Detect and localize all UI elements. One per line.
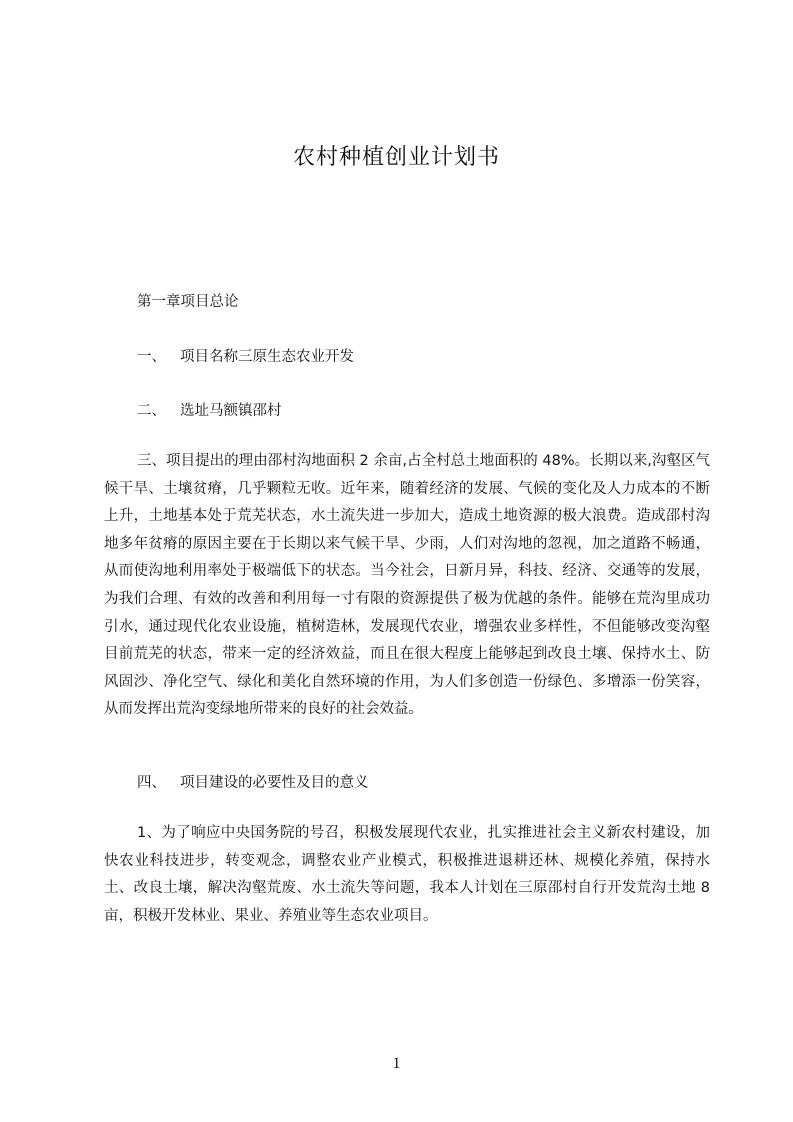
section-heading-2 [137,399,282,420]
section-3-paragraph: 三、项目提出的理由邵村沟地面积 2 余亩,占全村总土地面积的 48%。长期以来,沟壑区气候干旱、土壤贫瘠，几乎颗粒无收。近年来，随着经济的发展、气候的变化及人力成本的不断上升，土地基本处于荒芜状态，水土流失进一步加大，造成土地资源的极大浪费。造成邵村沟地多年贫瘠的原因主要在于长期以来气候干旱、少雨，人们对沟地的忽视，加之道路不畅通，从而使沟地利用率处于极端低下的状态。当今社会，日新月异，科技、经济、交通等的发展，为我们合理、有效的改善和利用每一寸有限的资源提供了极为优越的条件。能够在荒沟里成功引水，通过现代化农业设施，植树造林，发展现代农业，增强农业多样性，不但能够改变沟壑目前荒芜的状态，带来一定的经济效益，而且在很大程度上能够起到改良土壤、保持水土、防风固沙、净化空气、绿化和美化自然环境的作用，为人们多创造一份绿色、多增添一份笑容，从而发挥出荒沟变绿地所带来的良好的社会效益。 [104,453,710,718]
section-heading-4 [137,771,369,792]
page-number: 1 [392,1055,401,1072]
section-text-2: 选址马额镇邵村 [180,403,282,419]
section-number-4: 四、 [137,775,166,791]
section-4-paragraph: 1、为了响应中央国务院的号召，积极发展现代农业，扎实推进社会主义新农村建设，加快农业科技进步，转变观念，调整农业产业模式，积极推进退耕还林、规模化养殖，保持水土、改良土壤，解决沟壑荒废、水土流失等问题，我本人计划在三原邵村自行开发荒沟土地 8 亩，积极开发林业、果业、养殖业等生态农业项目。 [104,825,710,924]
section-heading-1 [137,345,354,366]
section-number-1: 一、 [137,349,166,365]
section-text-1: 项目名称三原生态农业开发 [180,349,354,365]
section-text-4: 项目建设的必要性及目的意义 [180,775,369,791]
chapter-heading: 第一章项目总论 [137,294,239,310]
document-title: 农村种植创业计划书 [292,145,500,170]
section-number-2: 二、 [137,403,166,419]
